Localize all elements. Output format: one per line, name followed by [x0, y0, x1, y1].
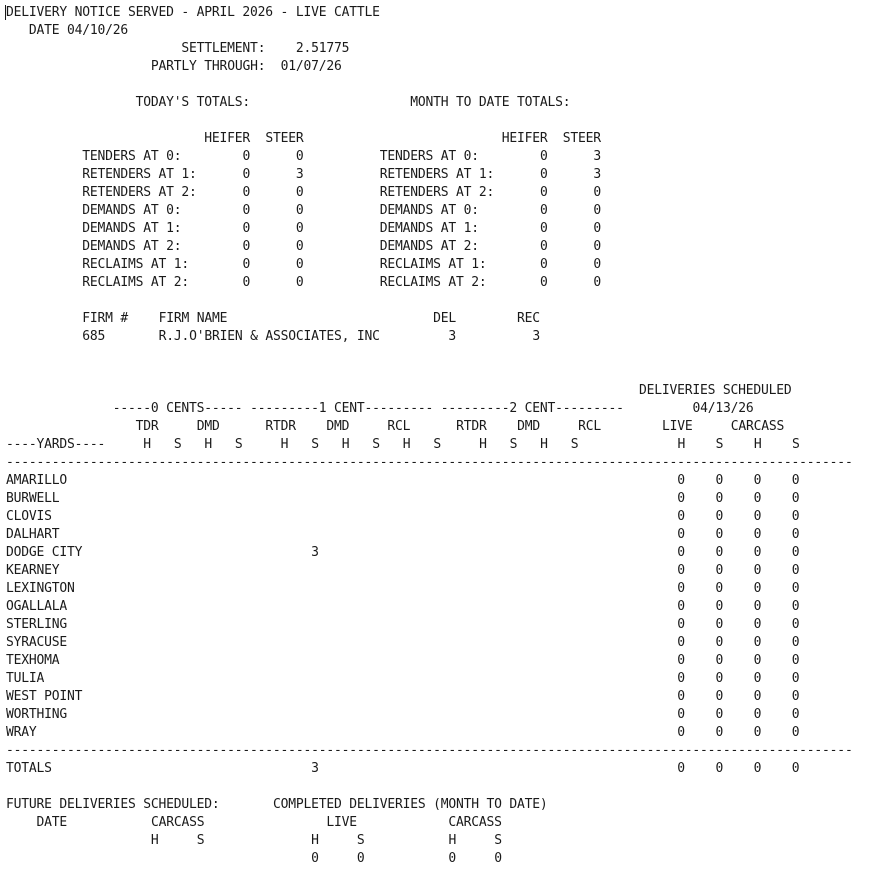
- totals-row: [6, 202, 601, 220]
- yard-name: CLOVIS: [6, 509, 52, 524]
- settlement-label: SETTLEMENT:: [181, 41, 266, 56]
- yard-name: KEARNEY: [6, 563, 60, 578]
- report-date: 04/10/26: [67, 23, 129, 38]
- mtd-row-label: DEMANDS AT 1:: [379, 221, 479, 236]
- rcl-1-header: RCL: [387, 419, 411, 434]
- yard-name: LEXINGTON: [6, 581, 75, 596]
- today-row-label: RECLAIMS AT 1:: [82, 257, 190, 272]
- scheduled-value: 0: [791, 689, 800, 704]
- scheduled-value: 0: [677, 707, 685, 722]
- yard-name: DODGE CITY: [6, 545, 83, 560]
- scheduled-value: 0: [715, 509, 724, 524]
- scheduled-value: 0: [791, 599, 800, 614]
- totals-heading-line: [6, 94, 570, 112]
- mtd-steer-value: 0: [593, 239, 601, 254]
- today-row-label: DEMANDS AT 0:: [82, 203, 182, 218]
- today-row-label: DEMANDS AT 1:: [82, 221, 182, 236]
- dmd-1-header: DMD: [326, 419, 350, 434]
- today-steer-value: 0: [295, 221, 304, 236]
- scheduled-value: 0: [753, 725, 762, 740]
- scheduled-value: 0: [715, 689, 724, 704]
- today-steer-value: 3: [295, 167, 304, 182]
- scheduled-value: 0: [715, 473, 724, 488]
- rtdr-1-header: RTDR: [265, 419, 296, 434]
- scheduled-value: 0: [791, 581, 800, 596]
- today-steer-value: 0: [295, 275, 304, 290]
- totals-row: [6, 274, 601, 292]
- completed-deliveries-heading: COMPLETED DELIVERIES (MONTH TO DATE): [272, 797, 548, 812]
- mtd-steer-value: 0: [593, 185, 601, 200]
- today-heifer-value: 0: [242, 167, 251, 182]
- scheduled-value: 0: [677, 491, 685, 506]
- future-date-header: DATE: [36, 815, 68, 830]
- future-deliveries-heading: FUTURE DELIVERIES SCHEDULED:: [6, 797, 220, 812]
- yard-name: BURWELL: [6, 491, 60, 506]
- firm-rec: 3: [532, 329, 540, 344]
- scheduled-value: 0: [715, 527, 724, 542]
- today-heifer-value: 0: [242, 275, 251, 290]
- today-heifer-value: 0: [242, 221, 251, 236]
- scheduled-value: 0: [677, 635, 685, 650]
- scheduled-value: 0: [753, 635, 762, 650]
- scheduled-value: 0: [791, 653, 800, 668]
- s-header: S: [715, 437, 724, 452]
- scheduled-value: 0: [753, 581, 762, 596]
- mtd-heifer-value: 0: [539, 167, 548, 182]
- rec-header: REC: [517, 311, 540, 326]
- mtd-heifer-header: HEIFER: [501, 131, 548, 146]
- live-header: LIVE: [662, 419, 693, 434]
- mtd-heifer-value: 0: [539, 257, 548, 272]
- scheduled-value: 0: [791, 617, 800, 632]
- rule-main: -------------------------------------------------------------------------------------------: [6, 743, 701, 758]
- two-cent-group: ---------2 CENT---------: [440, 401, 624, 416]
- completed-live-h-header: H: [311, 833, 319, 848]
- scheduled-value: 0: [677, 509, 685, 524]
- today-row-label: RETENDERS AT 2:: [82, 185, 197, 200]
- yard-row: [6, 670, 799, 688]
- rcl-2-header: RCL: [578, 419, 602, 434]
- today-heifer-value: 0: [242, 185, 251, 200]
- dmd-header: DMD: [196, 419, 220, 434]
- yard-value: 3: [311, 761, 319, 776]
- mtd-heifer-value: 0: [539, 239, 548, 254]
- footer-heading-line: [6, 796, 548, 814]
- scheduled-value: 0: [677, 545, 685, 560]
- mtd-steer-header: STEER: [562, 131, 601, 146]
- scheduled-value: 0: [753, 599, 762, 614]
- scheduled-value: 0: [677, 581, 685, 596]
- mtd-row-label: RECLAIMS AT 2:: [379, 275, 487, 290]
- mtd-row-label: TENDERS AT 0:: [379, 149, 479, 164]
- today-heifer-value: 0: [242, 149, 251, 164]
- today-steer-value: 0: [295, 239, 304, 254]
- s-header: S: [791, 437, 800, 452]
- scheduled-value: 0: [753, 689, 762, 704]
- scheduled-value: 0: [677, 671, 685, 686]
- totals-column-headers: [6, 130, 601, 148]
- yard-row: [6, 706, 799, 724]
- today-totals-heading: TODAY'S TOTALS:: [135, 95, 251, 110]
- scheduled-value: 0: [677, 725, 685, 740]
- s-header: S: [433, 437, 441, 452]
- scheduled-value: 0: [791, 527, 800, 542]
- future-h-header: H: [150, 833, 159, 848]
- h-header: H: [540, 437, 548, 452]
- table-rule-bottom: [6, 742, 853, 760]
- yard-row: [6, 490, 799, 508]
- h-header: H: [280, 437, 289, 452]
- scheduled-value: 0: [753, 617, 762, 632]
- completed-carcass-header: CARCASS: [448, 815, 502, 830]
- scheduled-value: 0: [791, 563, 800, 578]
- scheduled-value: 0: [791, 509, 800, 524]
- totals-row: [6, 220, 601, 238]
- scheduled-value: 0: [753, 491, 762, 506]
- dmd-2-header: DMD: [517, 419, 540, 434]
- completed-carcass-s: 0: [494, 851, 502, 866]
- mtd-row-label: RECLAIMS AT 1:: [379, 257, 487, 272]
- yard-row: [6, 544, 799, 562]
- footer-hs-line: [6, 832, 502, 850]
- scheduled-value: 0: [715, 635, 724, 650]
- footer-values-line: [6, 850, 502, 868]
- s-header: S: [173, 437, 182, 452]
- yard-row: [6, 724, 799, 742]
- report-title: DELIVERY NOTICE SERVED - APRIL 2026 - LIVE CATTLE: [6, 5, 380, 20]
- completed-carcass-h: 0: [448, 851, 457, 866]
- yard-row: [6, 616, 799, 634]
- scheduled-value: 0: [715, 581, 724, 596]
- scheduled-value: 0: [791, 473, 800, 488]
- yard-row: [6, 688, 799, 706]
- rule-main: -------------------------------------------------------------------------------------------: [6, 455, 701, 470]
- partly-through-label: PARTLY THROUGH:: [150, 59, 266, 74]
- h-header: H: [143, 437, 151, 452]
- report-title-line: [6, 4, 380, 22]
- mtd-row-label: DEMANDS AT 0:: [379, 203, 479, 218]
- yard-row: [6, 508, 799, 526]
- s-header: S: [311, 437, 319, 452]
- zero-cents-group: -----0 CENTS-----: [112, 401, 243, 416]
- totals-row: [6, 166, 601, 184]
- scheduled-value: 0: [753, 671, 762, 686]
- mtd-row-label: DEMANDS AT 2:: [379, 239, 479, 254]
- mtd-row-label: RETENDERS AT 1:: [379, 167, 495, 182]
- deliveries-scheduled-date: 04/13/26: [692, 401, 754, 416]
- completed-carcass-h-header: H: [448, 833, 457, 848]
- scheduled-value: 0: [791, 491, 800, 506]
- firm-column-headers: [6, 310, 540, 328]
- today-heifer-header: HEIFER: [204, 131, 251, 146]
- h-header: H: [677, 437, 686, 452]
- mtd-steer-value: 0: [593, 257, 601, 272]
- date-label: DATE: [28, 23, 60, 38]
- totals-row-yards: [6, 760, 799, 778]
- mtd-heifer-value: 0: [539, 221, 548, 236]
- del-header: DEL: [433, 311, 457, 326]
- today-row-label: RECLAIMS AT 2:: [82, 275, 190, 290]
- today-steer-header: STEER: [265, 131, 304, 146]
- scheduled-value: 0: [715, 653, 724, 668]
- scheduled-value: 0: [715, 491, 724, 506]
- partly-through-value: 01/07/26: [280, 59, 342, 74]
- yard-row: [6, 598, 799, 616]
- yard-name: WORTHING: [6, 707, 68, 722]
- yard-value: 3: [311, 545, 319, 560]
- today-steer-value: 0: [295, 203, 304, 218]
- subgroup-heading-line: [6, 418, 784, 436]
- scheduled-value: 0: [791, 707, 800, 722]
- scheduled-value: 0: [677, 761, 685, 776]
- today-steer-value: 0: [295, 149, 304, 164]
- scheduled-value: 0: [715, 707, 724, 722]
- scheduled-value: 0: [753, 707, 762, 722]
- yard-row: [6, 472, 799, 490]
- carcass-header: CARCASS: [730, 419, 785, 434]
- firm-number-header: FIRM #: [82, 311, 129, 326]
- firm-del: 3: [448, 329, 457, 344]
- s-header: S: [570, 437, 579, 452]
- future-carcass-header: CARCASS: [150, 815, 205, 830]
- h-header: H: [479, 437, 487, 452]
- yard-name: WRAY: [6, 725, 37, 740]
- tdr-header: TDR: [135, 419, 159, 434]
- scheduled-value: 0: [677, 653, 685, 668]
- completed-live-header: LIVE: [326, 815, 357, 830]
- mtd-totals-heading: MONTH TO DATE TOTALS:: [410, 95, 571, 110]
- yard-name: SYRACUSE: [6, 635, 68, 650]
- today-steer-value: 0: [295, 185, 304, 200]
- scheduled-value: 0: [753, 563, 762, 578]
- yard-name: STERLING: [6, 617, 68, 632]
- mtd-steer-value: 0: [593, 221, 601, 236]
- totals-row: [6, 184, 601, 202]
- mtd-steer-value: 0: [593, 203, 601, 218]
- firm-name: R.J.O'BRIEN & ASSOCIATES, INC: [158, 329, 380, 344]
- firm-name-header: FIRM NAME: [158, 311, 228, 326]
- today-heifer-value: 0: [242, 239, 251, 254]
- yard-name: WEST POINT: [6, 689, 83, 704]
- scheduled-value: 0: [715, 671, 724, 686]
- rtdr-2-header: RTDR: [456, 419, 487, 434]
- mtd-heifer-value: 0: [539, 203, 548, 218]
- yard-row: [6, 526, 799, 544]
- mtd-steer-value: 3: [593, 167, 601, 182]
- totals-row: [6, 256, 601, 274]
- yard-name: TOTALS: [6, 761, 52, 776]
- completed-carcass-s-header: S: [494, 833, 502, 848]
- totals-row: [6, 148, 601, 166]
- yard-row: [6, 580, 799, 598]
- scheduled-value: 0: [753, 509, 762, 524]
- sched-heading-line: [6, 382, 792, 400]
- s-header: S: [509, 437, 518, 452]
- h-header: H: [402, 437, 411, 452]
- table-rule-top: [6, 454, 853, 472]
- scheduled-value: 0: [715, 545, 724, 560]
- yard-row: [6, 562, 799, 580]
- firm-row: [6, 328, 540, 346]
- scheduled-value: 0: [677, 599, 685, 614]
- today-row-label: RETENDERS AT 1:: [82, 167, 197, 182]
- one-cent-group: ---------1 CENT---------: [250, 401, 434, 416]
- scheduled-value: 0: [753, 527, 762, 542]
- hs-header-line: [6, 436, 800, 454]
- yard-name: TULIA: [6, 671, 45, 686]
- group-heading-line: [6, 400, 753, 418]
- scheduled-value: 0: [791, 635, 800, 650]
- completed-live-h: 0: [311, 851, 319, 866]
- scheduled-value: 0: [791, 761, 800, 776]
- scheduled-value: 0: [753, 761, 762, 776]
- yard-name: AMARILLO: [6, 473, 68, 488]
- firm-number: 685: [82, 329, 106, 344]
- scheduled-value: 0: [677, 563, 685, 578]
- h-header: H: [341, 437, 350, 452]
- scheduled-value: 0: [715, 617, 724, 632]
- scheduled-value: 0: [791, 725, 800, 740]
- totals-row: [6, 238, 601, 256]
- yard-row: [6, 652, 799, 670]
- today-heifer-value: 0: [242, 257, 251, 272]
- scheduled-value: 0: [753, 473, 762, 488]
- scheduled-value: 0: [677, 527, 685, 542]
- scheduled-value: 0: [677, 617, 685, 632]
- partly-through-line: [6, 58, 342, 76]
- h-header: H: [753, 437, 762, 452]
- today-steer-value: 0: [295, 257, 304, 272]
- scheduled-value: 0: [715, 761, 724, 776]
- h-header: H: [204, 437, 212, 452]
- yard-name: OGALLALA: [6, 599, 68, 614]
- settlement-line: [6, 40, 349, 58]
- mtd-row-label: RETENDERS AT 2:: [379, 185, 495, 200]
- report-date-line: [6, 22, 128, 40]
- footer-subheading-line: [6, 814, 502, 832]
- settlement-value: 2.51775: [295, 41, 350, 56]
- deliveries-scheduled-heading: DELIVERIES SCHEDULED: [639, 383, 792, 398]
- scheduled-value: 0: [753, 545, 762, 560]
- scheduled-value: 0: [753, 653, 762, 668]
- completed-live-s-header: S: [356, 833, 365, 848]
- scheduled-value: 0: [715, 599, 724, 614]
- today-heifer-value: 0: [242, 203, 251, 218]
- rule-right: --------------------: [700, 743, 853, 758]
- yard-name: TEXHOMA: [6, 653, 60, 668]
- yards-header: ----YARDS----: [6, 437, 106, 452]
- yard-row: [6, 634, 799, 652]
- future-s-header: S: [196, 833, 205, 848]
- s-header: S: [372, 437, 380, 452]
- scheduled-value: 0: [715, 725, 724, 740]
- completed-live-s: 0: [356, 851, 365, 866]
- scheduled-value: 0: [715, 563, 724, 578]
- scheduled-value: 0: [791, 545, 800, 560]
- mtd-steer-value: 3: [593, 149, 601, 164]
- scheduled-value: 0: [677, 473, 685, 488]
- scheduled-value: 0: [677, 689, 685, 704]
- s-header: S: [234, 437, 243, 452]
- mtd-heifer-value: 0: [539, 185, 548, 200]
- mtd-heifer-value: 0: [539, 275, 548, 290]
- rule-right: --------------------: [700, 455, 853, 470]
- scheduled-value: 0: [791, 671, 800, 686]
- yard-name: DALHART: [6, 527, 60, 542]
- today-row-label: DEMANDS AT 2:: [82, 239, 182, 254]
- mtd-heifer-value: 0: [539, 149, 548, 164]
- today-row-label: TENDERS AT 0:: [82, 149, 182, 164]
- mtd-steer-value: 0: [593, 275, 601, 290]
